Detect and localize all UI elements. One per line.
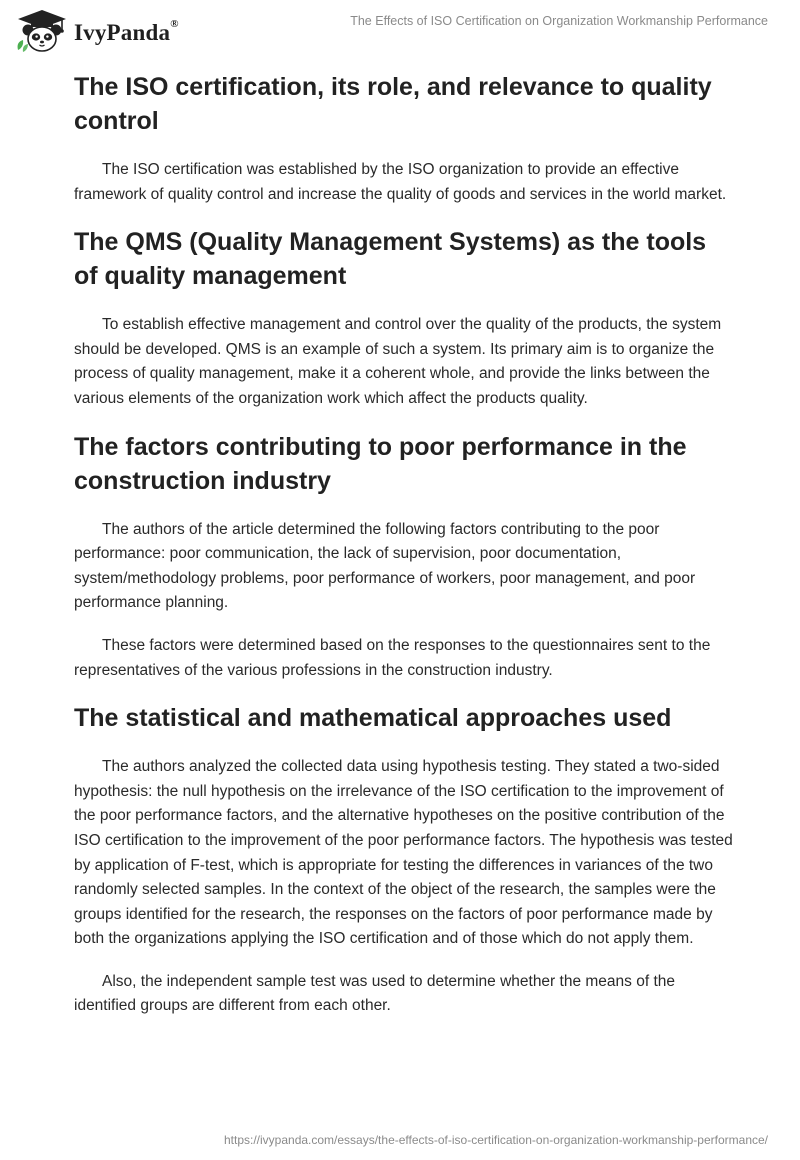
document-title: The Effects of ISO Certification on Organization Workmanship Performance [350, 14, 768, 28]
section-heading: The ISO certification, its role, and relevance to quality control [74, 73, 712, 135]
source-url[interactable]: https://ivypanda.com/essays/the-effects-of-iso-certification-on-organization-workmanship-performance/ [223, 1133, 768, 1147]
brand-logo[interactable] [14, 8, 179, 54]
page-header [0, 0, 800, 60]
brand-name: IvyPanda® [74, 18, 179, 45]
panda-graduate-icon [14, 8, 70, 54]
paragraph: The authors analyzed the collected data using hypothesis testing. They stated a two-sided hypothesis: the null hypothesis on the irrelevance of the ISO certification to the improvement of the poor performance factors, and the alternative hypotheses on the positive contribution of the ISO certification to the improvement of the poor performance factors. The hypothesis was tested by application of F-test, which is appropriate for testing the differences in variances of the two randomly selected samples. In the context of the object of the research, the samples were the groups identified for the research, the responses on the factors of poor performance made by both the organizations applying the ISO certification and of those which do not apply them. [74, 758, 733, 948]
section-heading: The factors contributing to poor performance in the construction industry [74, 432, 687, 495]
paragraph: These factors were determined based on the responses to the questionnaires sent to the representatives of the various professions in the construction industry. [74, 636, 711, 679]
paragraph: The authors of the article determined the following factors contributing to the poor performance: poor communication, the lack of supervision, poor documentation, system/methodology problems, poor performance of workers, poor management, and poor performance planning. [74, 520, 696, 612]
paragraph: Also, the independent sample test was used to determine whether the means of the identified groups are different from each other. [74, 972, 675, 1015]
section-heading: The statistical and mathematical approaches used [74, 704, 672, 733]
essay-content [74, 70, 734, 1037]
paragraph: The ISO certification was established by the ISO organization to provide an effective framework of quality control and increase the quality of goods and services in the world market. [74, 161, 727, 203]
section-heading: The QMS (Quality Management Systems) as the tools of quality management [74, 228, 707, 291]
paragraph: To establish effective management and control over the quality of the products, the system should be developed. QMS is an example of such a system. Its primary aim is to organize the process of quality management, make it a coherent whole, and provide the links between the various elements of the organization work which affect the products quality. [74, 316, 722, 407]
